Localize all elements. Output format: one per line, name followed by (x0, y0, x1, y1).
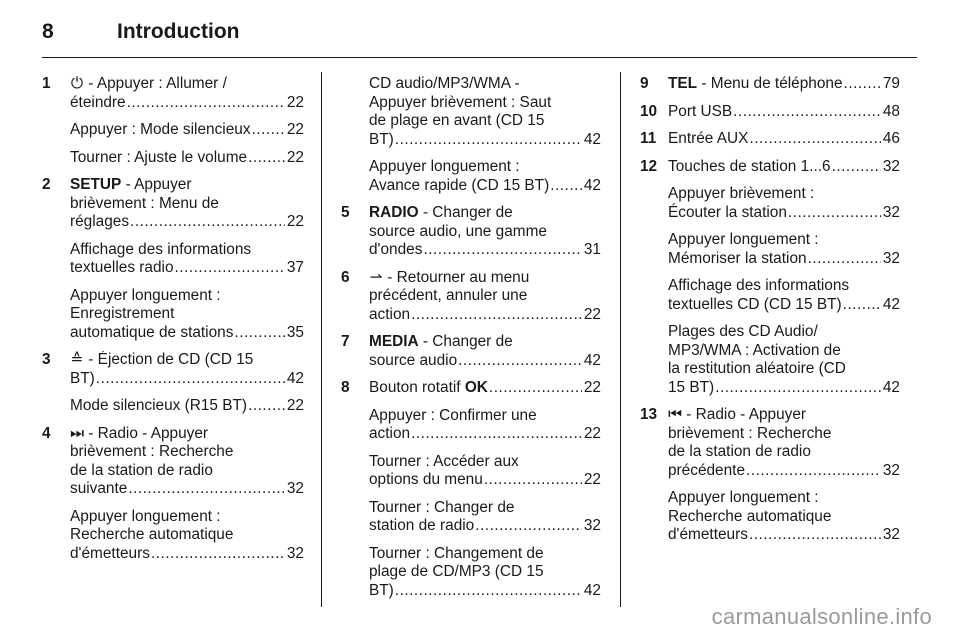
text-line (668, 342, 900, 361)
text-line (369, 241, 601, 260)
text-line (70, 121, 304, 140)
page-reference[interactable]: 22 (286, 93, 304, 111)
page-header (0, 0, 960, 60)
text-line (70, 480, 304, 499)
dot-leader (422, 241, 581, 260)
page-title: Introduction (117, 20, 240, 43)
index-subentry (341, 545, 601, 601)
line-text: Tourner : Changement de (369, 544, 544, 562)
control-keyword: SETUP (70, 176, 122, 193)
text-line (70, 287, 304, 306)
line-text (369, 379, 488, 398)
line-text: de la station de radio (668, 443, 811, 460)
page-reference[interactable]: 32 (286, 544, 304, 562)
index-entry (42, 425, 304, 499)
text-line (70, 425, 304, 444)
line-text: Enregistrement (70, 305, 175, 322)
line-text: suivante (70, 480, 128, 497)
page-reference[interactable]: 22 (286, 213, 304, 230)
line-text: source audio, une gamme (369, 222, 547, 240)
control-keyword: OK (464, 379, 488, 396)
text-line (369, 94, 601, 113)
line-text: Affichage des informations (70, 240, 252, 258)
line-text: d'ondes (369, 241, 423, 258)
entry-label: - Appuyer : Allumer / (84, 75, 227, 92)
text-line (668, 443, 900, 462)
page-reference[interactable]: 42 (583, 351, 601, 369)
line-text: la restitution aléatoire (CD (668, 360, 846, 377)
line-text: précédent, annuler une (369, 287, 528, 304)
text-line (70, 370, 304, 389)
text-line (369, 545, 601, 564)
dot-leader (174, 259, 285, 278)
line-text: Appuyer : Confirmer une (369, 406, 537, 424)
index-entry (42, 176, 304, 232)
entry-label: - Éjection de CD (CD 15 (84, 351, 254, 368)
line-text: Appuyer longuement : (668, 231, 819, 248)
text-line (668, 75, 900, 94)
line-text: Tourner : Ajuste le volume (70, 148, 248, 166)
line-text: brièvement : Recherche (70, 443, 234, 460)
index-subentry (341, 407, 601, 444)
entry-number: 7 (341, 333, 350, 350)
text-line (668, 425, 900, 444)
index-subentry (341, 453, 601, 490)
text-line (668, 204, 900, 223)
page-reference[interactable]: 37 (286, 259, 304, 276)
power-icon: ⏻ (70, 75, 84, 92)
text-line (668, 462, 900, 481)
index-entry (341, 379, 601, 398)
line-text: Mémoriser la station (668, 249, 807, 267)
line-text: Écouter la station (668, 203, 787, 221)
page-reference[interactable]: 42 (882, 378, 900, 396)
index-subentry (42, 241, 304, 278)
index-entry (640, 158, 900, 177)
previous-track-icon: ⏮ (668, 406, 682, 423)
page-reference[interactable]: 22 (583, 471, 601, 488)
text-line (70, 462, 304, 481)
line-text: BT) (369, 130, 394, 148)
text-line (668, 406, 900, 425)
page-reference[interactable]: 42 (882, 295, 900, 313)
dot-leader (394, 131, 582, 150)
page-reference[interactable]: 22 (583, 379, 601, 396)
entry-label: - Radio - Appuyer (682, 406, 807, 423)
line-text: de la station de radio (70, 461, 213, 479)
dot-leader (474, 517, 582, 536)
text-line (369, 563, 601, 582)
line-text: CD audio/MP3/WMA - (369, 75, 520, 92)
dot-leader (745, 462, 881, 481)
line-text: textuelles CD (CD 15 BT) (668, 295, 842, 313)
text-line (369, 112, 601, 131)
line-text (668, 158, 831, 177)
dot-leader (126, 94, 285, 113)
text-line (369, 75, 601, 94)
text-line (668, 296, 900, 315)
text-line (369, 407, 601, 426)
control-keyword: MEDIA (369, 333, 419, 350)
line-text: d'émetteurs (70, 544, 150, 562)
line-text: Tourner : Changer de (369, 498, 515, 516)
entry-number: 13 (640, 406, 658, 423)
index-subentry (42, 149, 304, 168)
line-text: options du menu (369, 471, 483, 488)
dot-leader (233, 324, 284, 343)
dot-leader (831, 158, 881, 177)
line-text: Avance rapide (CD 15 BT) (369, 176, 550, 194)
dot-leader (410, 306, 582, 325)
index-entry (640, 75, 900, 94)
text-line (70, 545, 304, 564)
column-3 (640, 75, 900, 545)
text-line (668, 277, 900, 296)
line-text: source audio (369, 351, 458, 369)
column-divider-2 (620, 72, 621, 607)
line-text: Recherche automatique (70, 526, 234, 543)
text-line (668, 508, 900, 527)
line-text: Recherche automatique (668, 507, 832, 525)
line-text (668, 103, 732, 122)
line-text: réglages (70, 213, 130, 230)
line-text: textuelles radio (70, 259, 174, 276)
text-line (369, 352, 601, 371)
page-reference[interactable]: 31 (583, 241, 601, 258)
dot-leader (127, 480, 285, 499)
dot-leader (95, 370, 285, 389)
index-subentry (640, 323, 900, 397)
line-text: BT) (70, 369, 95, 387)
line-text (668, 75, 843, 94)
text-line (668, 103, 900, 122)
text-line (369, 158, 601, 177)
line-text: Appuyer longuement : (70, 286, 221, 304)
text-line (70, 526, 304, 545)
line-text: Tourner : Accéder aux (369, 452, 519, 470)
text-line (668, 489, 900, 508)
index-subentry (42, 508, 304, 564)
text-line (668, 526, 900, 545)
line-text: Mode silencieux (R15 BT) (70, 397, 248, 414)
text-line (668, 130, 900, 149)
line-text: Appuyer longuement : (369, 158, 520, 175)
line-text: MP3/WMA : Activation de (668, 341, 841, 359)
text-line (668, 323, 900, 342)
page-reference[interactable]: 22 (286, 397, 304, 414)
index-subentry (341, 499, 601, 536)
line-text: BT) (369, 581, 394, 599)
column-1 (42, 75, 304, 563)
line-text: brièvement : Recherche (668, 424, 832, 442)
text-line (70, 259, 304, 278)
dot-leader (488, 379, 582, 398)
line-text: Appuyer : Mode silencieux (70, 121, 251, 138)
index-entry (341, 333, 601, 370)
dot-leader (843, 75, 881, 94)
page-reference[interactable]: 79 (882, 75, 900, 92)
entry-label: Bouton rotatif (369, 379, 465, 396)
page-reference[interactable]: 32 (286, 480, 304, 497)
control-keyword: RADIO (369, 204, 419, 221)
index-subentry (640, 277, 900, 314)
text-line (369, 131, 601, 150)
line-text: action (369, 425, 411, 442)
page-reference[interactable]: 32 (583, 517, 601, 534)
line-text: station de radio (369, 517, 475, 534)
entry-label: - Appuyer (121, 176, 192, 193)
index-subentry (42, 397, 304, 416)
text-line (369, 453, 601, 472)
page-reference[interactable]: 48 (882, 102, 900, 120)
entry-label: Port USB (668, 102, 733, 120)
line-text: brièvement : Menu de (70, 194, 219, 212)
text-line (668, 231, 900, 250)
entry-number: 2 (42, 176, 51, 193)
text-line (369, 425, 601, 444)
text-line (70, 508, 304, 527)
line-text: automatique de stations (70, 323, 234, 341)
text-line (369, 204, 601, 223)
entry-label: Entrée AUX (668, 130, 749, 147)
dot-leader (787, 204, 881, 223)
page-reference[interactable]: 22 (286, 148, 304, 166)
line-text: Appuyer longuement : (70, 507, 221, 525)
text-line (70, 213, 304, 232)
index-subentry (341, 75, 601, 149)
text-line (70, 305, 304, 324)
dot-leader (748, 526, 881, 545)
dot-leader (247, 149, 285, 168)
line-text: action (369, 305, 411, 323)
dot-leader (150, 545, 285, 564)
entry-number: 5 (341, 204, 350, 221)
entry-number: 12 (640, 157, 658, 175)
page-reference[interactable]: 32 (882, 461, 900, 479)
text-line (369, 177, 601, 196)
index-subentry (640, 231, 900, 268)
watermark: carmanualsonline.info (711, 604, 932, 629)
entry-number: 6 (341, 268, 350, 286)
index-entry (640, 103, 900, 122)
text-line (369, 499, 601, 518)
index-subentry (640, 489, 900, 545)
line-text: 15 BT) (668, 378, 715, 396)
page-reference[interactable]: 42 (286, 369, 304, 387)
line-text: Appuyer brièvement : (668, 185, 815, 202)
page-reference[interactable]: 32 (882, 526, 900, 543)
line-text: précédente (668, 461, 746, 479)
text-line (70, 94, 304, 113)
column-2 (341, 75, 601, 600)
control-keyword: TEL (668, 75, 698, 92)
line-text: Appuyer brièvement : Saut (369, 93, 552, 111)
text-line (369, 223, 601, 242)
entry-label: - Changer de (418, 204, 513, 221)
index-subentry (640, 185, 900, 222)
back-icon: ⇀ (369, 268, 383, 286)
text-line (70, 241, 304, 260)
text-line (369, 582, 601, 601)
page-reference[interactable]: 32 (882, 249, 900, 267)
line-text: Plages des CD Audio/ (668, 323, 818, 340)
page-reference[interactable]: 35 (286, 323, 304, 341)
text-line (668, 379, 900, 398)
text-line (668, 250, 900, 269)
line-text (668, 130, 748, 149)
next-track-icon: ⏭ (70, 424, 84, 442)
page-reference[interactable]: 42 (583, 581, 601, 599)
text-line (70, 195, 304, 214)
page-reference[interactable]: 46 (882, 130, 900, 147)
index-subentry (341, 158, 601, 195)
dot-leader (457, 352, 582, 371)
index-entry (42, 351, 304, 388)
eject-icon: ≙ (70, 351, 84, 368)
text-line (369, 306, 601, 325)
entry-label: - Changer de (418, 333, 513, 350)
entry-number: 11 (640, 130, 657, 147)
text-line (70, 397, 304, 416)
index-entry (42, 75, 304, 112)
text-line (70, 324, 304, 343)
text-line (70, 443, 304, 462)
dot-leader (748, 130, 880, 149)
page-reference[interactable]: 32 (882, 157, 900, 175)
column-divider-1 (321, 72, 322, 607)
text-line (70, 149, 304, 168)
index-subentry (42, 287, 304, 343)
line-text: Appuyer longuement : (668, 489, 819, 506)
text-line (668, 158, 900, 177)
page-reference[interactable]: 22 (583, 425, 601, 442)
dot-leader (807, 250, 881, 269)
page-reference[interactable]: 32 (882, 203, 900, 221)
dot-leader (842, 296, 881, 315)
text-line (70, 351, 304, 370)
entry-number: 4 (42, 424, 51, 442)
page-number: 8 (42, 20, 54, 43)
entry-number: 9 (640, 75, 649, 92)
text-line (369, 517, 601, 536)
entry-label: - Retourner au menu (383, 268, 530, 286)
entry-number: 8 (341, 379, 350, 396)
text-line (369, 287, 601, 306)
line-text: Affichage des informations (668, 277, 850, 294)
page-reference[interactable]: 22 (286, 121, 304, 138)
text-line (369, 333, 601, 352)
dot-leader (251, 121, 285, 140)
entry-number: 1 (42, 75, 51, 92)
page-reference[interactable]: 42 (583, 130, 601, 148)
text-line (70, 75, 304, 94)
dot-leader (129, 213, 285, 232)
index-entry (640, 130, 900, 149)
page-reference[interactable]: 42 (583, 176, 601, 194)
text-line (668, 185, 900, 204)
dot-leader (394, 582, 582, 601)
text-line (668, 360, 900, 379)
entry-label: Touches de station 1...6 (668, 157, 831, 175)
dot-leader (714, 379, 881, 398)
index-entry (341, 269, 601, 325)
entry-number: 3 (42, 351, 51, 368)
dot-leader (483, 471, 582, 490)
dot-leader (549, 177, 582, 196)
header-rule (42, 57, 917, 58)
text-line (70, 176, 304, 195)
entry-label: - Radio - Appuyer (84, 424, 209, 442)
dot-leader (732, 103, 881, 122)
index-entry (341, 204, 601, 260)
line-text: d'émetteurs (668, 526, 748, 543)
entry-number: 10 (640, 102, 658, 120)
line-text: éteindre (70, 93, 126, 111)
entry-label: - Menu de téléphone (697, 75, 843, 92)
text-line (369, 269, 601, 288)
dot-leader (410, 425, 582, 444)
index-entry (640, 406, 900, 480)
page-reference[interactable]: 22 (583, 305, 601, 323)
index-subentry (42, 121, 304, 140)
text-line (369, 379, 601, 398)
text-line (369, 471, 601, 490)
dot-leader (247, 397, 285, 416)
line-text: plage de CD/MP3 (CD 15 (369, 563, 544, 580)
line-text: de plage en avant (CD 15 (369, 112, 545, 129)
